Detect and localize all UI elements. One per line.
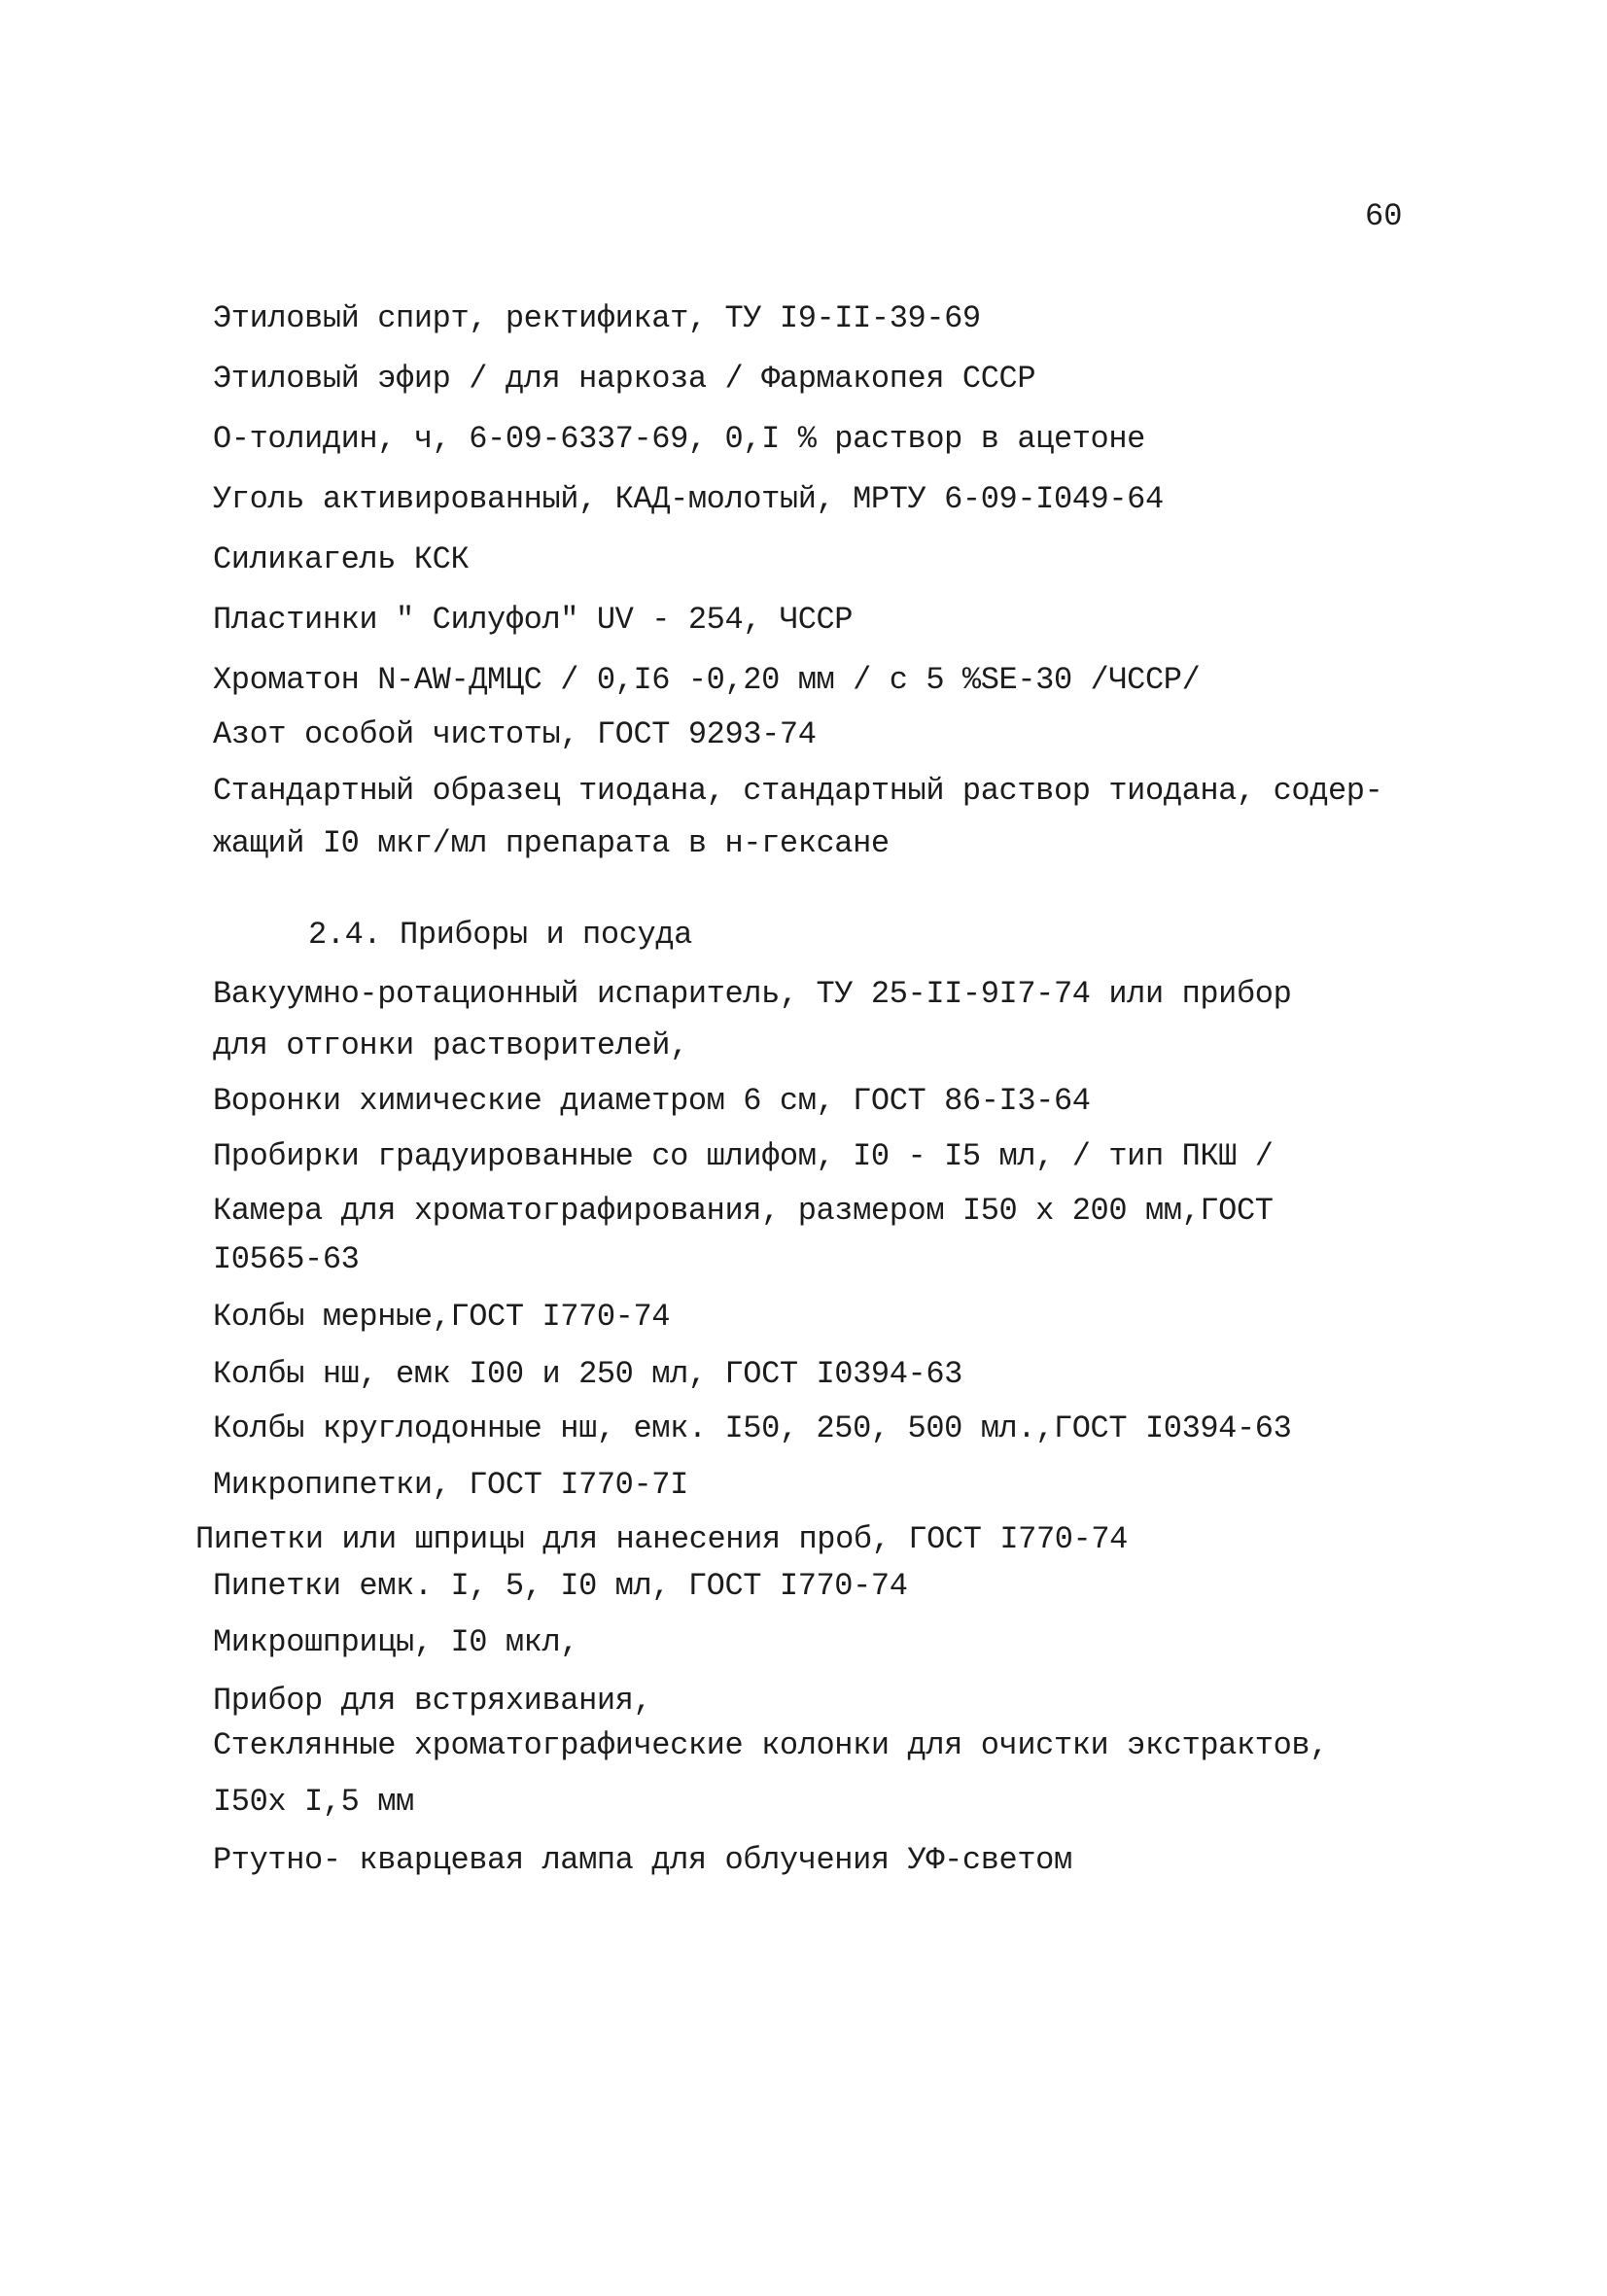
reagent-line: Этиловый спирт, ректификат, ТУ I9-II-39-69 <box>213 300 981 336</box>
equipment-line: Прибор для встряхивания, <box>213 1683 652 1719</box>
reagent-line: Уголь активированный, КАД-молотый, МРТУ 6-09-I049-64 <box>213 481 1164 517</box>
equipment-line: Камера для хроматографирования, размером I50 x 200 мм,ГОСТ <box>213 1193 1274 1229</box>
section-heading: 2.4. Приборы и посуда <box>308 917 692 953</box>
equipment-line: Колбы мерные,ГОСТ I770-74 <box>213 1299 671 1335</box>
reagent-line: Силикагель КСК <box>213 541 470 577</box>
equipment-line: I0565-63 <box>213 1241 360 1277</box>
equipment-line: Пипетки емк. I, 5, I0 мл, ГОСТ I770-74 <box>213 1568 908 1604</box>
equipment-line: Воронки химические диаметром 6 см, ГОСТ 86-I3-64 <box>213 1083 1091 1119</box>
reagent-line: Этиловый эфир / для наркоза / Фармакопея СССР <box>213 361 1036 397</box>
equipment-line: Ртутно- кварцевая лампа для облучения УФ-светом <box>213 1842 1072 1878</box>
reagent-line: Хроматон N-AW-ДМЦС / 0,I6 -0,20 мм / с 5 %SE-30 /ЧССР/ <box>213 662 1201 698</box>
reagent-line: О-толидин, ч, 6-09-6337-69, 0,I % раствор в ацетоне <box>213 421 1145 457</box>
equipment-line: Вакуумно-ротационный испаритель, ТУ 25-II-9I7-74 или прибор <box>213 976 1292 1012</box>
page-number: 60 <box>1365 198 1403 234</box>
equipment-line: Микропипетки, ГОСТ I770-7I <box>213 1467 688 1503</box>
equipment-line: Пробирки градуированные со шлифом, I0 - I5 мл, / тип ПКШ / <box>213 1138 1274 1174</box>
equipment-line: Стеклянные хроматографические колонки для очистки экстрактов, <box>213 1727 1328 1763</box>
equipment-line: Колбы круглодонные нш, емк. I50, 250, 500 мл.,ГОСТ I0394-63 <box>213 1410 1292 1446</box>
equipment-line: I50x I,5 мм <box>213 1784 414 1820</box>
reagent-line: Азот особой чистоты, ГОСТ 9293-74 <box>213 716 817 752</box>
equipment-line: для отгонки растворителей, <box>213 1027 688 1063</box>
equipment-line: Колбы нш, емк I00 и 250 мл, ГОСТ I0394-63 <box>213 1356 962 1392</box>
reagent-line: жащий I0 мкг/мл препарата в н-гексане <box>213 825 890 861</box>
equipment-line: Пипетки или шприцы для нанесения проб, ГОСТ I770-74 <box>195 1521 1128 1557</box>
equipment-line: Микрошприцы, I0 мкл, <box>213 1624 579 1660</box>
reagent-line: Стандартный образец тиодана, стандартный раствор тиодана, содер- <box>213 773 1383 809</box>
reagent-line: Пластинки " Силуфол" UV - 254, ЧССР <box>213 602 854 638</box>
